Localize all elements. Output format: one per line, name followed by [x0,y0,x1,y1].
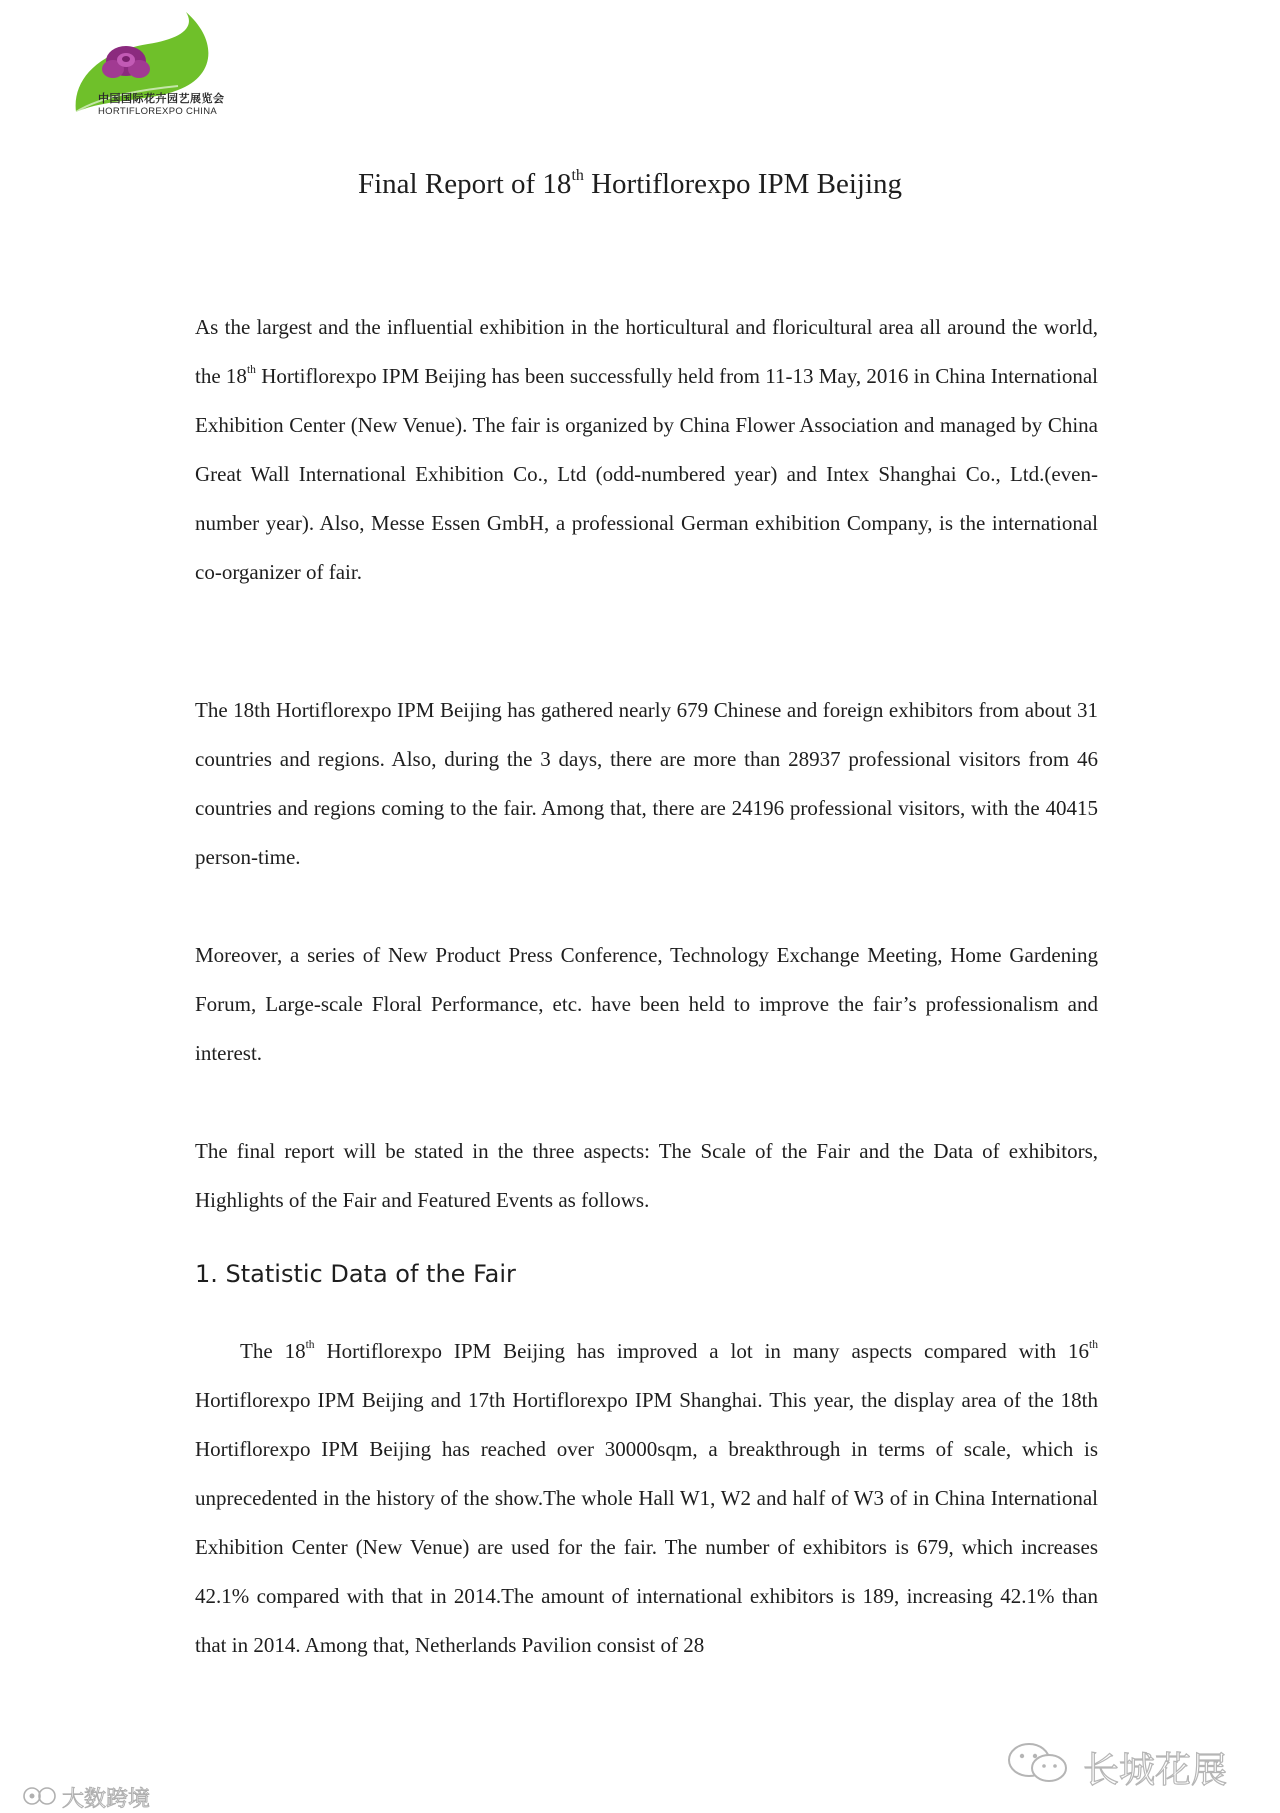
watermark-right-text: 长城花展 [1083,1750,1228,1791]
stat-text-3: Hortiflorexpo IPM Beijing and 17th Hortiflorexpo IPM Shanghai. This year, the display area of the 18th Hortiflorexpo IPM Beijing has reached over 30000sqm, a breakthrough in terms of scale, which is unprecedented in the history of the show.The whole Hall W1, W2 and half of W3 of in China International Exhibition Center (New Venue) are used for the fair. The number of exhibitors is 679, which increases 42.1% compared with that in 2014.The amount of international exhibitors is 189, increasing 42.1% than that in 2014. Among that, Netherlands Pavilion consist of 28 [195,1388,1098,1657]
intro-text-2: Hortiflorexpo IPM Beijing has been successfully held from 11-13 May, 2016 in China International Exhibition Center (New Venue). The fair is organized by China Flower Association and managed by China Great Wall International Exhibition Co., Ltd (odd-numbered year) and Intex Shanghai Co., Ltd.(even-number year). Also, Messe Essen GmbH, a professional German exhibition Company, is the international co-organizer of fair. [195,364,1099,584]
intro-text-1: As the largest and the influential exhibition in the horticultural and floricultural area all around the world, the 18 [195,315,1098,388]
exhibitors-paragraph: The 18th Hortiflorexpo IPM Beijing has gathered nearly 679 Chinese and foreign exhibitors from about 31 countries and regions. Also, during the 3 days, there are more than 28937 professional visitors from 46 countries and regions coming to the fair. Among that, there are 24196 professional visitors, with the 40415 person-time. [195,698,1098,869]
logo-english-text: HORTIFLOREXPO CHINA [98,106,218,117]
stat-superscript-2: th [1089,1339,1098,1352]
wechat-icon [1005,1740,1075,1786]
intro-paragraph [195,303,1098,597]
title-text: Final Report of 18 [357,168,572,200]
stat-text-2: Hortiflorexpo IPM Beijing has improved a lot in many aspects compared with 16 [314,1339,1090,1363]
stat-superscript-1: th [305,1339,315,1352]
bottom-left-watermark [22,1782,182,1812]
watermark-left-text: 大数跨境 [62,1787,151,1812]
statistic-data-paragraph [195,1327,1098,1670]
watermark-logo-icon [22,1782,60,1810]
report-aspects-paragraph: The final report will be stated in the three aspects: The Scale of the Fair and the Data of exhibitors, Highlights of the Fair and Featured Events as follows. [195,1139,1098,1212]
page-title [0,168,1260,201]
stat-text-1: The 18 [240,1339,306,1363]
events-paragraph: Moreover, a series of New Product Press Conference, Technology Exchange Meeting, Home Gardening Forum, Large-scale Floral Performance, etc. have been held to improve the fair’s professionalism and interest. [195,943,1098,1065]
title-superscript: th [571,166,584,184]
logo-chinese-text: 中国国际花卉园艺展览会 [98,92,225,105]
wechat-watermark [1005,1738,1255,1791]
intro-superscript: th [246,364,256,377]
hortiflorexpo-logo [68,10,258,122]
title-text-end: Hortiflorexpo IPM Beijing [583,168,903,200]
section-heading-statistic-data: 1. Statistic Data of the Fair [195,1260,516,1288]
